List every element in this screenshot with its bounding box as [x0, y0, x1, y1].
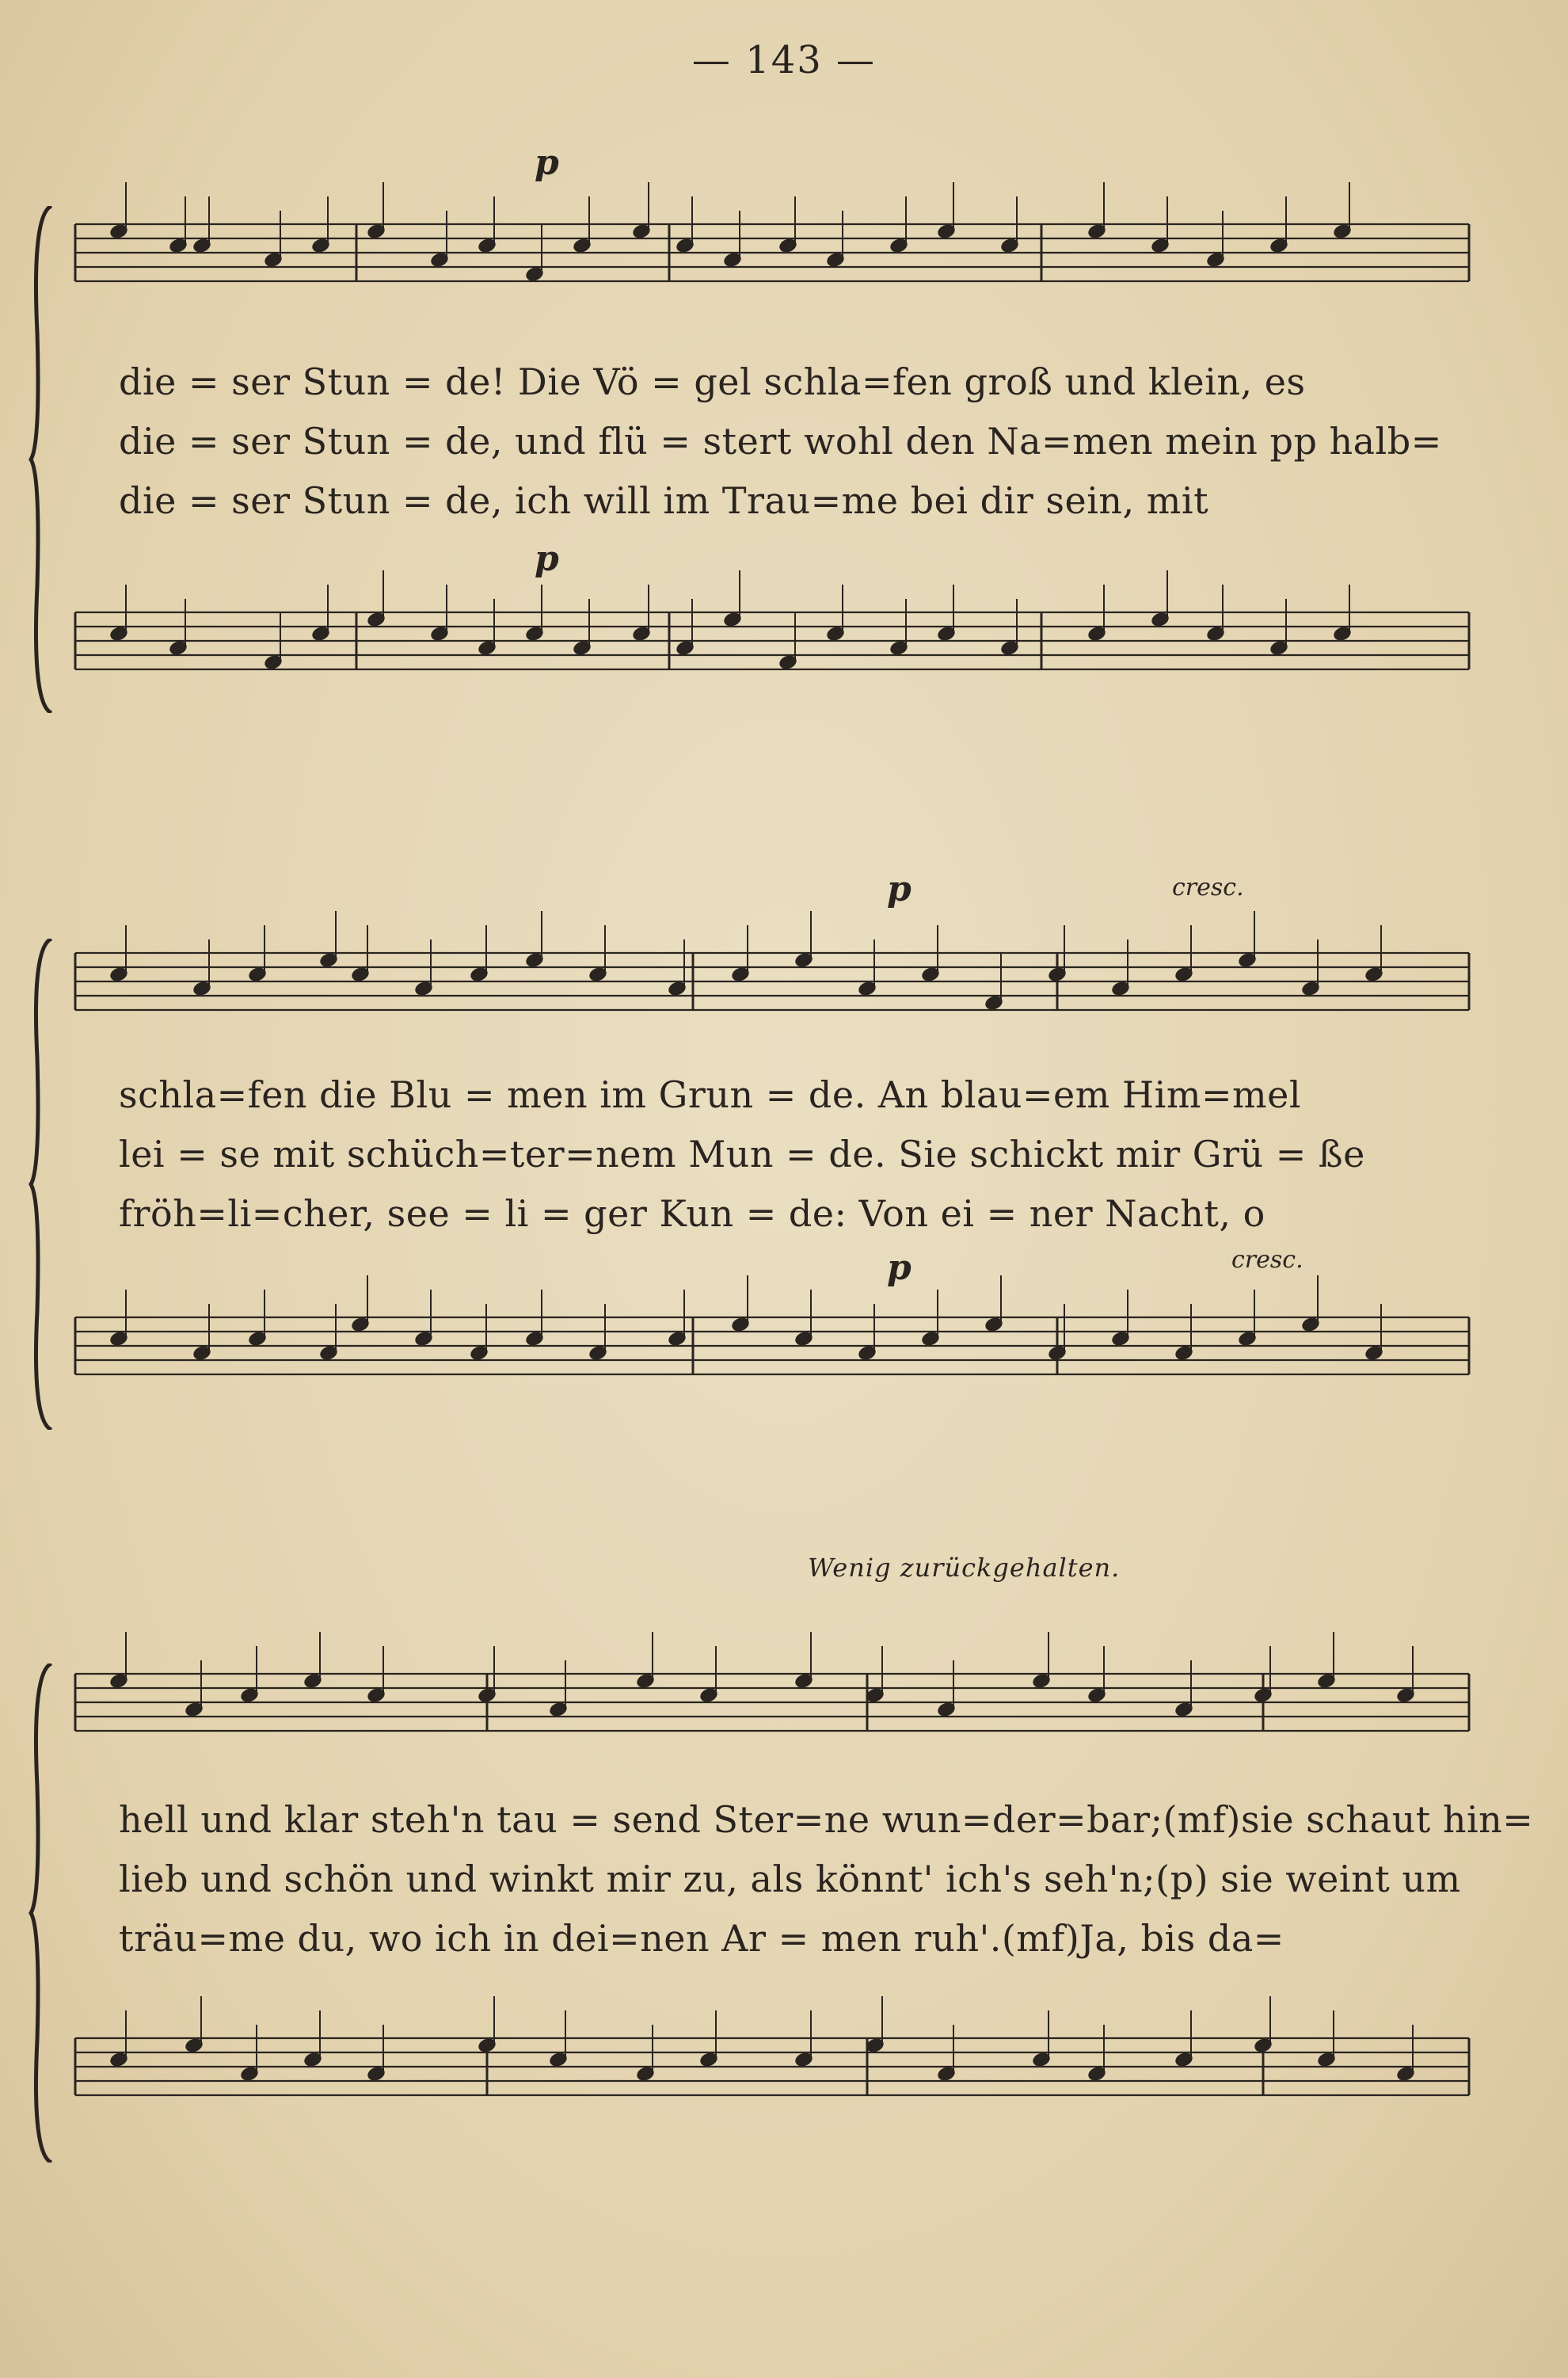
staff-lines	[44, 218, 1469, 289]
music-system-3	[44, 1553, 1534, 2186]
tempo-marking: Wenig zurückgehalten.	[808, 1553, 1121, 1583]
lyric-verse-1: schla=fen die Blu = men im Grun = de. An blau=em Him=mel	[119, 1073, 1302, 1116]
lyric-verse-2: lei = se mit schüch=ter=nem Mun = de. Sie schickt mir Grü = ße	[119, 1133, 1365, 1176]
lyrics-block	[119, 1790, 1534, 1968]
dynamic-p: p	[535, 143, 559, 183]
lower-staff	[44, 2032, 1469, 2103]
lyric-verse-2: lieb und schön und winkt mir zu, als könnt' ich's seh'n;(p) sie weint um	[119, 1858, 1461, 1900]
lyric-verse-3: fröh=li=cher, see = li = ger Kun = de: Von ei = ner Nacht, o	[119, 1192, 1265, 1235]
lyric-verse-1: die = ser Stun = de! Die Vö = gel schla=fen groß und klein, es	[119, 360, 1306, 403]
lyric-verse-1: hell und klar steh'n tau = send Ster=ne wun=der=bar;(mf)sie schaut hin=	[119, 1798, 1534, 1841]
lyrics-block	[119, 1065, 1481, 1244]
music-system-1	[44, 143, 1469, 784]
dynamic-p: p	[887, 869, 911, 909]
music-system-2	[44, 867, 1469, 1501]
staff-lines	[44, 1311, 1469, 1382]
staff-lines	[44, 947, 1469, 1018]
upper-staff	[44, 947, 1469, 1018]
dynamic-p: p	[535, 539, 559, 579]
lyrics-block	[119, 353, 1481, 531]
dynamic-cresc: cresc.	[1172, 874, 1244, 901]
page-number: — 143 —	[691, 38, 877, 82]
dynamic-p: p	[887, 1248, 911, 1288]
upper-staff	[44, 218, 1469, 289]
staff-lines	[44, 606, 1469, 677]
staff-lines	[44, 2032, 1469, 2103]
lower-staff	[44, 1311, 1469, 1382]
staff-lines	[44, 1667, 1469, 1739]
dynamic-cresc: cresc.	[1231, 1246, 1303, 1274]
lyric-verse-3: träu=me du, wo ich in dei=nen Ar = men ruh'.(mf)Ja, bis da=	[119, 1917, 1284, 1960]
lyric-verse-3: die = ser Stun = de, ich will im Trau=me bei dir sein, mit	[119, 479, 1209, 522]
lyric-verse-2: die = ser Stun = de, und flü = stert wohl den Na=men mein pp halb=	[119, 420, 1442, 463]
lower-staff	[44, 606, 1469, 677]
upper-staff	[44, 1667, 1469, 1739]
